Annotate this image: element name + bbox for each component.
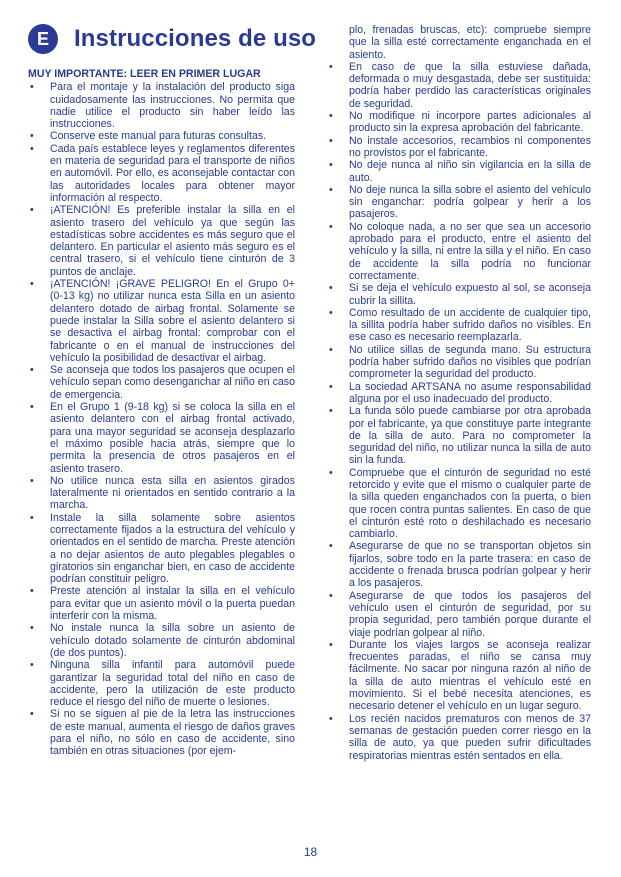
list-item: • Cada país establece leyes y reglamentos diferentes en materia de seguridad para el transporte de niños en automóvil. Por ello, es aconsejable contactar con las autoridades locales para obtener mayor información al respecto.: [28, 143, 295, 204]
list-item: • ¡ATENCIÓN! Es preferible instalar la silla en el asiento trasero del vehículo ya que según las estadísticas sobre accidentes es más seguro que el delantero. En particular el asiento más seguro es el central trasero, si el vehículo tiene cinturón de 3 puntos de anclaje.: [28, 204, 295, 278]
continued-paragraph: plo, frenadas bruscas, etc): compruebe siempre que la silla esté correctamente enganchada en el asiento.: [349, 24, 591, 61]
list-item: • Durante los viajes largos se aconseja realizar frecuentes paradas, el niño se cansa muy fácilmente. No sacar por ninguna razón al niño de la silla de auto mientras el vehículo esté en movimiento. Si el bebé necesita atenciones, es necesario detener el vehículo en un lugar seguro.: [327, 639, 591, 713]
list-item: • No coloque nada, a no ser que sea un accesorio aprobado para el producto, entre el asiento del vehículo y la silla, ni entre la silla y el niño. En caso de accidente la silla podría no funcionar correctamente.: [327, 221, 591, 282]
list-item: • No modifique ni incorpore partes adicionales al producto sin la expresa aprobación del fabricante.: [327, 110, 591, 135]
list-item: • Se aconseja que todos los pasajeros que ocupen el vehículo sepan como desenganchar al niño en caso de emergencia.: [28, 364, 295, 401]
list-item: • Preste atención al instalar la silla en el vehículo para evitar que un asiento móvil o la puerta puedan interferir con la misma.: [28, 585, 295, 622]
list-item: • Compruebe que el cinturón de seguridad no esté retorcido y evite que el mismo o cualquier parte de la silla queden enganchados con la puerta, o bien que rocen contra puntas salientes. En caso de que el cinturón esté roto o deshilachado es necesario cambiarlo.: [327, 467, 591, 541]
list-item: • Instale la silla solamente sobre asientos correctamente fijados a la estructura del vehículo y orientados en el sentido de marcha. Preste atención a no dejar asientos de auto plegables plegables o giratorios sin enganchar bien, en caso de accidente podrían constituir peligro.: [28, 512, 295, 586]
list-item: • No instale nunca la silla sobre un asiento de vehículo dotado solamente de cinturón abdominal (de dos puntos).: [28, 622, 295, 659]
list-item: • Si se deja el vehículo expuesto al sol, se aconseja cubrir la sillita.: [327, 282, 591, 307]
list-item: • Para el montaje y la instalación del producto siga cuidadosamente las instrucciones. No permita que nadie utilice el producto sin haber leído las instrucciones.: [28, 81, 295, 130]
left-column: [28, 68, 295, 758]
left-bullet-list: [28, 81, 295, 757]
list-item: • Asegurarse de que no se transportan objetos sin fijarlos, sobre todo en la parte trasera: en caso de accidente o frenada brusca podrían golpear y herir a los pasajeros.: [327, 540, 591, 589]
list-item: • Conserve este manual para futuras consultas.: [28, 130, 295, 142]
list-item: • Ninguna silla infantil para automóvil puede garantizar la seguridad total del niño en caso de accidente, pero la utilización de este producto reduce el riesgo del niño de muerte o lesiones.: [28, 659, 295, 708]
section-subheading: MUY IMPORTANTE: LEER EN PRIMER LUGAR: [28, 68, 261, 80]
list-item: • Asegurarse de que todos los pasajeros del vehículo usen el cinturón de seguridad, por su propia seguridad, pero también porque durante el viaje podrían golpear al niño.: [327, 590, 591, 639]
right-bullet-list: [327, 61, 591, 762]
list-item: • No utilice sillas de segunda mano. Su estructura podría haber sufrido daños no visibles que podrían comprometer la seguridad del producto.: [327, 344, 591, 381]
page-number: 18: [303, 845, 318, 859]
page-title: Instrucciones de uso: [74, 25, 317, 52]
list-item: • Los recién nacidos prematuros con menos de 37 semanas de gestación pueden correr riesgo en la silla de auto, ya que pueden sufrir dificultades respiratorias mientras estén sentados en ella.: [327, 713, 591, 762]
list-item: • La sociedad ARTSANA no asume responsabilidad alguna por el uso inadecuado del producto.: [327, 381, 591, 406]
list-item: • No deje nunca al niño sin vigilancia en la silla de auto.: [327, 159, 591, 184]
list-item: • No instale accesorios, recambios ni componentes no provistos por el fabricante.: [327, 135, 591, 160]
right-column: [327, 24, 591, 762]
list-item: • ¡ATENCIÓN! ¡GRAVE PELIGRO! En el Grupo 0+ (0-13 kg) no utilizar nunca esta Silla en un asiento delantero dotado de airbag frontal. Solamente se puede instalar la Silla sobre el asiento delantero si se desactiva el airbag frontal: comprobar con el fabricante o en el manual de instrucciones del vehículo la posibilidad de desactivar el airbag.: [28, 278, 295, 364]
list-item: • La funda sólo puede cambiarse por otra aprobada por el fabricante, ya que constituye parte integrante de la silla de auto. Para no comprometer la seguridad del niño, no utilizar nunca la silla de auto sin la funda.: [327, 405, 591, 466]
list-item: • Como resultado de un accidente de cualquier tipo, la sillita podría haber sufrido daños no visibles. En ese caso es necesario reemplazarla.: [327, 307, 591, 344]
list-item: • No deje nunca la silla sobre el asiento del vehículo sin enganchar: podría golpear y herir a los pasajeros.: [327, 184, 591, 221]
list-item: • En caso de que la silla estuviese dañada, deformada o muy desgastada, debe ser sustituida: podría haber perdido las características originales de seguridad.: [327, 61, 591, 110]
language-badge: E: [28, 24, 58, 54]
list-item: • Si no se siguen al pie de la letra las instrucciones de este manual, aumenta el riesgo de daños graves para el niño, no sólo en caso de accidente, sino también en otras situaciones (por ejem-: [28, 708, 295, 757]
page-header: [28, 22, 316, 56]
list-item: • En el Grupo 1 (9-18 kg) si se coloca la silla en el asiento delantero con el airbag frontal activado, para una mayor seguridad se aconseja desplazarlo el máximo posible hacia atrás, siempre que lo permita la presencia de otros pasajeros en el asiento trasero.: [28, 401, 295, 475]
list-item: • No utilice nunca esta silla en asientos girados lateralmente ni orientados en sentido contrario a la marcha.: [28, 475, 295, 512]
